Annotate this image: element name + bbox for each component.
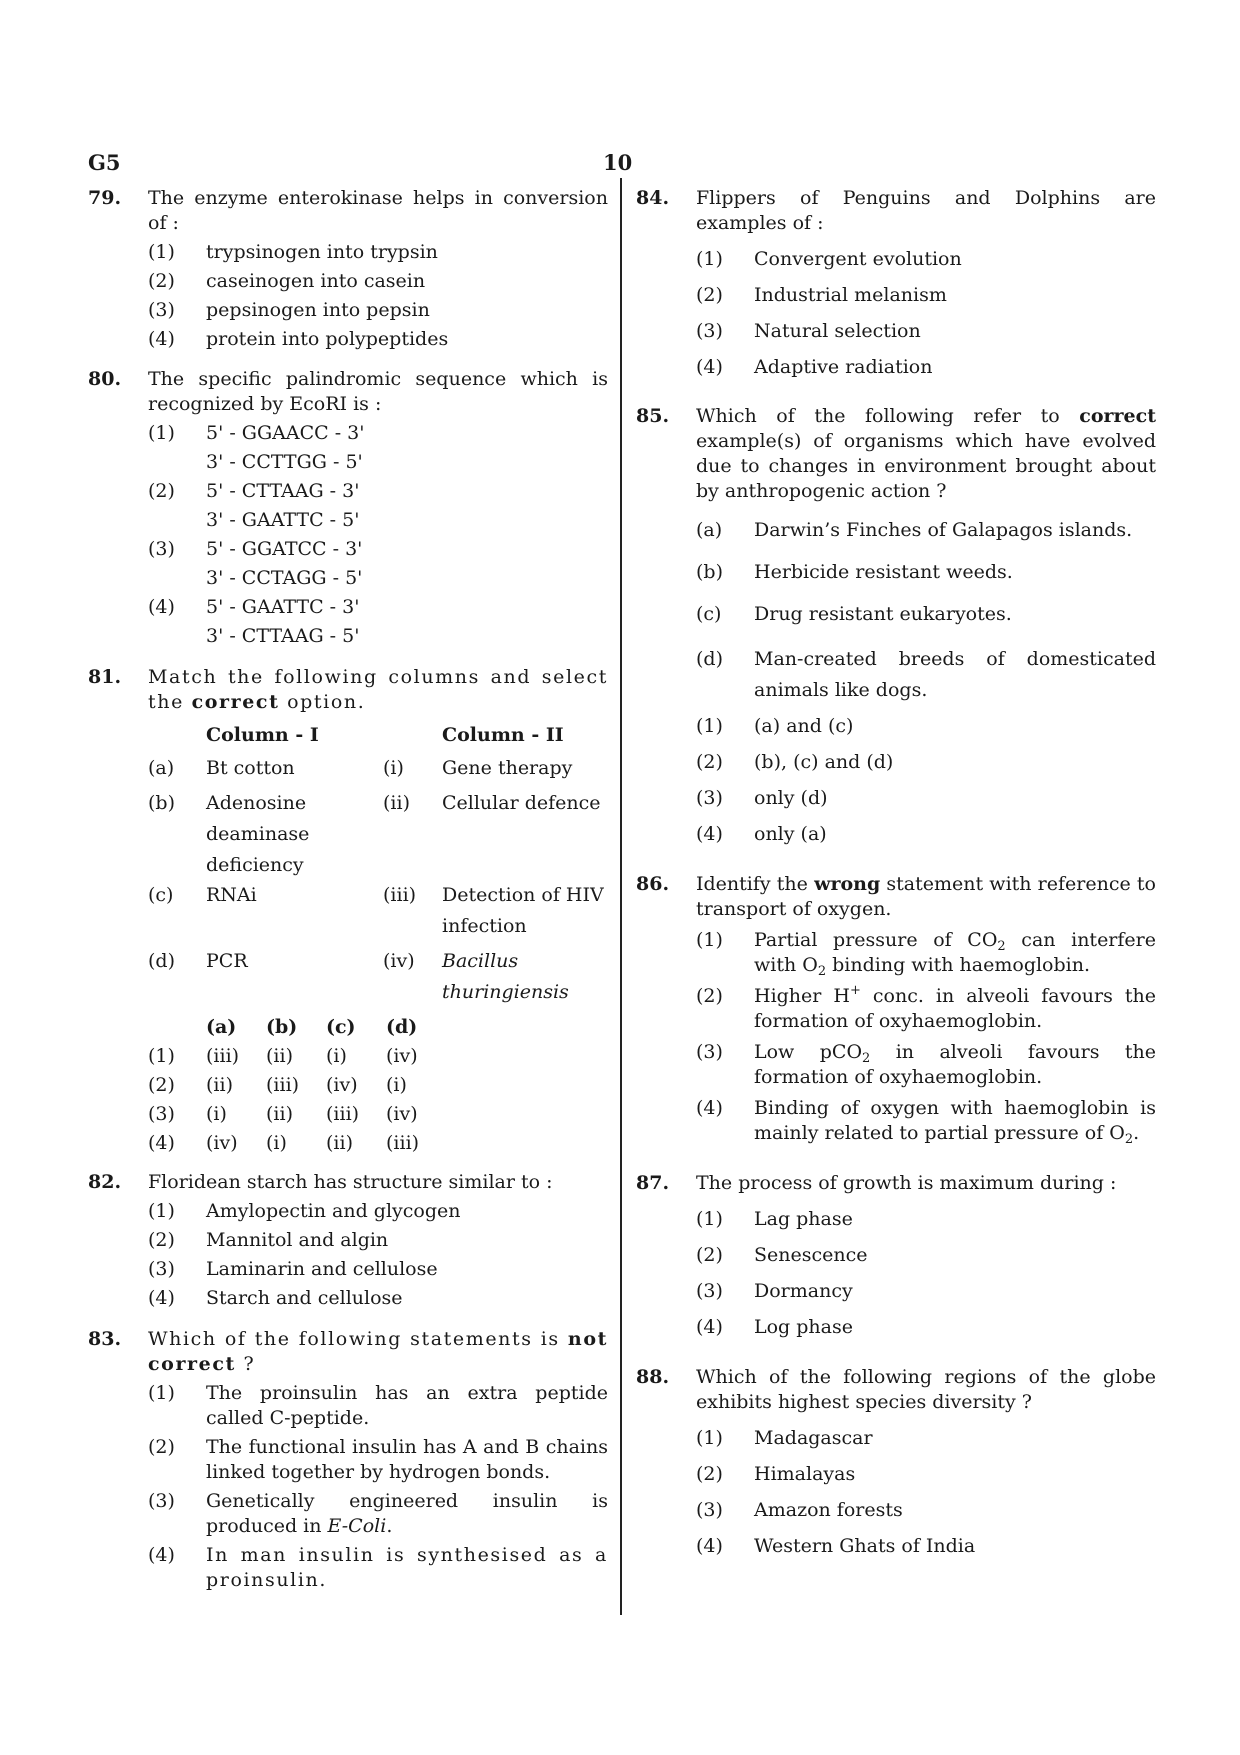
option-4[interactable]: (4) Western Ghats of India — [696, 1535, 976, 1557]
question-text: Floridean starch has structure similar to : — [148, 1171, 553, 1193]
option-text: protein into polypeptides — [206, 328, 449, 350]
option-3[interactable] — [148, 537, 608, 591]
answer-key-header: (a) (b) (c) (d) — [206, 1016, 418, 1038]
option-4[interactable] — [148, 327, 608, 352]
right-column — [636, 186, 1156, 1559]
question-number: 85. — [636, 405, 670, 427]
match-row: (a) Bt cotton (i) Gene therapy — [148, 757, 573, 779]
page-number: 10 — [603, 150, 633, 175]
option-1[interactable]: (1) Convergent evolution — [696, 248, 962, 270]
sequence-top: 5' - GGATCC - 3' — [206, 538, 363, 560]
option-2[interactable]: (2) (b), (c) and (d) — [696, 751, 894, 773]
option-3[interactable]: (3) Low pCO$_2$ in alveoli favours the formation of oxyhaemoglobin. — [696, 1041, 1157, 1088]
option-4[interactable] — [148, 595, 608, 649]
question-82 — [88, 1170, 608, 1311]
option-4[interactable]: (4) Adaptive radiation — [696, 356, 933, 378]
question-80 — [88, 367, 608, 649]
option-text: caseinogen into casein — [206, 270, 426, 292]
option-2[interactable]: (2) Senescence — [696, 1244, 868, 1266]
question-number: 88. — [636, 1366, 670, 1388]
option-2[interactable] — [148, 479, 608, 533]
column-1-heading: Column - I — [206, 724, 319, 746]
option-number: (3) — [148, 538, 175, 560]
question-number: 86. — [636, 873, 670, 895]
question-79 — [88, 186, 608, 352]
question-text: The process of growth is maximum during : — [696, 1172, 1117, 1194]
option-2[interactable]: (2) (ii) (iii) (iv) (i) — [148, 1074, 407, 1096]
option-3[interactable]: (3) Laminarin and cellulose — [148, 1258, 438, 1280]
option-3[interactable]: (3) only (d) — [696, 787, 828, 809]
option-3[interactable] — [148, 298, 608, 323]
question-text: Match the following columns and select the correct option. — [148, 666, 608, 713]
sequence-top: 5' - GAATTC - 3' — [206, 596, 360, 618]
option-3[interactable]: (3) Genetically engineered insulin is produced in E-Coli. — [148, 1490, 608, 1537]
question-number: 84. — [636, 187, 670, 209]
sequence-bottom: 3' - CCTAGG - 5' — [206, 567, 363, 589]
question-text-cont: correct ? — [148, 1353, 256, 1375]
match-header — [148, 723, 608, 748]
option-1[interactable] — [148, 240, 608, 265]
column-divider — [620, 178, 622, 1615]
question-number: 82. — [88, 1171, 122, 1193]
option-3[interactable]: (3) Amazon forests — [696, 1499, 903, 1521]
booklet-code: G5 — [88, 150, 121, 175]
question-text: Identify the wrong statement with reference to transport of oxygen. — [696, 873, 1156, 920]
left-column — [88, 186, 608, 1593]
sequence-top: 5' - GGAACC - 3' — [206, 422, 365, 444]
option-3[interactable]: (3) Dormancy — [696, 1280, 853, 1302]
question-text: Flippers of Penguins and Dolphins are examples of : — [696, 187, 1156, 234]
option-2[interactable]: (2) The functional insulin has A and B chains linked together by hydrogen bonds. — [148, 1436, 608, 1483]
option-number: (4) — [148, 596, 175, 618]
option-2[interactable]: (2) Himalayas — [696, 1463, 856, 1485]
option-number: (1) — [148, 422, 175, 444]
question-81 — [88, 665, 608, 1156]
option-2[interactable]: (2) Higher H+ conc. in alveoli favours the formation of oxyhaemoglobin. — [696, 983, 1156, 1032]
statement-a: (a) Darwin’s Finches of Galapagos islands. — [696, 519, 1133, 541]
option-1[interactable]: (1) (a) and (c) — [696, 715, 854, 737]
column-2-heading: Column - II — [442, 724, 564, 746]
option-1[interactable]: (1) The proinsulin has an extra peptide called C-peptide. — [148, 1382, 608, 1429]
question-83 — [88, 1327, 608, 1593]
option-2[interactable]: (2) Mannitol and algin — [148, 1229, 389, 1251]
option-4[interactable]: (4) Binding of oxygen with haemoglobin is mainly related to partial pressure of $O_2$. — [696, 1097, 1156, 1147]
question-84 — [636, 186, 1156, 380]
statement-b: (b) Herbicide resistant weeds. — [696, 561, 1013, 583]
option-3[interactable]: (3) Natural selection — [696, 320, 921, 342]
sequence-bottom: 3' - GAATTC - 5' — [206, 509, 360, 531]
option-number: (2) — [148, 270, 175, 292]
option-4[interactable]: (4) Starch and cellulose — [148, 1287, 403, 1309]
question-number: 87. — [636, 1172, 670, 1194]
question-number: 83. — [88, 1328, 122, 1350]
question-text: Which of the following refer to correct example(s) of organisms which have evolved due to changes in environment brought about by anthropogenic action ? — [696, 405, 1156, 502]
question-number: 79. — [88, 187, 122, 209]
option-2[interactable] — [148, 269, 608, 294]
question-text: The specific palindromic sequence which is recognized by EcoRI is : — [148, 368, 608, 415]
match-row: (b) Adenosine deaminase deficiency (ii) Cellular defence — [148, 792, 601, 876]
question-text: The enzyme enterokinase helps in conversion of : — [148, 187, 608, 234]
option-1[interactable]: (1) Madagascar — [696, 1427, 873, 1449]
option-1[interactable]: (1) Amylopectin and glycogen — [148, 1200, 461, 1222]
option-4[interactable]: (4) only (a) — [696, 823, 827, 845]
sequence-bottom: 3' - CTTAAG - 5' — [206, 625, 360, 647]
question-88 — [636, 1365, 1156, 1559]
option-number: (2) — [148, 480, 175, 502]
question-87 — [636, 1171, 1156, 1340]
option-4[interactable]: (4) (iv) (i) (ii) (iii) — [148, 1132, 420, 1154]
option-text: pepsinogen into pepsin — [206, 299, 430, 321]
option-1[interactable]: (1) Lag phase — [696, 1208, 853, 1230]
option-text: trypsinogen into trypsin — [206, 241, 438, 263]
statement-d: (d) Man-created breeds of domesticated animals like dogs. — [696, 648, 1156, 701]
match-row: (c) RNAi (iii) Detection of HIV infection — [148, 884, 604, 937]
question-number: 81. — [88, 666, 122, 688]
statement-c: (c) Drug resistant eukaryotes. — [696, 603, 1012, 625]
option-3[interactable]: (3) (i) (ii) (iii) (iv) — [148, 1103, 418, 1125]
question-text: Which of the following statements is not — [148, 1328, 608, 1350]
question-86 — [636, 872, 1156, 1146]
option-1[interactable] — [148, 421, 608, 475]
match-row: (d) PCR (iv) Bacillus thuringiensis — [148, 950, 569, 1003]
option-number: (1) — [148, 241, 175, 263]
option-number: (3) — [148, 299, 175, 321]
option-4[interactable]: (4) Log phase — [696, 1316, 853, 1338]
option-2[interactable]: (2) Industrial melanism — [696, 284, 947, 306]
question-number: 80. — [88, 368, 122, 390]
option-4[interactable]: (4) In man insulin is synthesised as a proinsulin. — [148, 1544, 608, 1591]
question-text: Which of the following regions of the globe exhibits highest species diversity ? — [696, 1366, 1156, 1413]
option-1[interactable]: (1) (iii) (ii) (i) (iv) — [148, 1045, 418, 1067]
option-1[interactable]: (1) Partial pressure of $CO_2$ can interfere with $O_2$ binding with haemoglobin. — [696, 929, 1156, 979]
sequence-top: 5' - CTTAAG - 3' — [206, 480, 360, 502]
question-85 — [636, 404, 1156, 847]
sequence-bottom: 3' - CCTTGG - 5' — [206, 451, 363, 473]
option-number: (4) — [148, 328, 175, 350]
